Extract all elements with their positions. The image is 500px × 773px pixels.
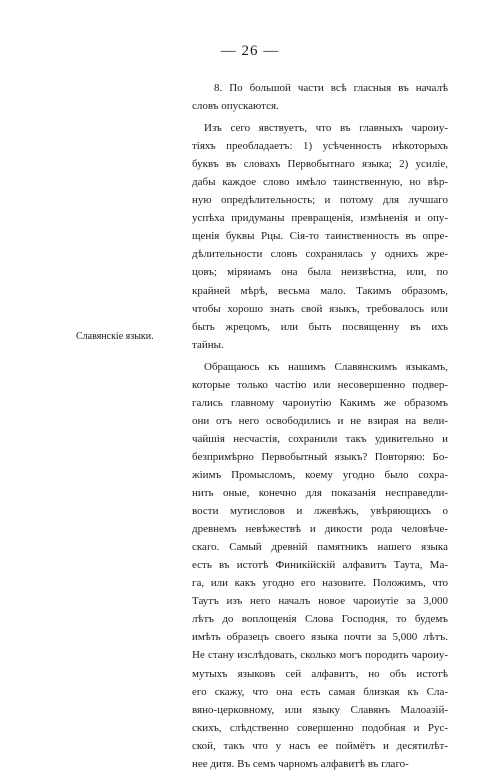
text-line: ную опредѣлительность; и потому для лучшаго xyxy=(192,194,448,207)
text-line: Не стану изслѣдовать, сколько могъ породить чароиу- xyxy=(192,649,448,662)
text-line: успѣха придуманы превращенія, измѣненія и опу- xyxy=(192,212,448,225)
text-line: скаго. Самый древній памятникъ нашего языка xyxy=(192,541,448,554)
text-line: лѣтъ до воплощенія Слова Господня, то будемъ xyxy=(192,613,448,626)
text-line: древнемъ невѣжествѣ и дикости рода человѣче- xyxy=(192,523,448,536)
text-line: чайшія несчастія, сохранили такъ удивительно и xyxy=(192,432,448,445)
text-line: вяно-церковному, или языку Славянъ Малоазій- xyxy=(192,703,448,716)
text-line: 8. По большой части всѣ гласныя въ началѣ xyxy=(214,82,448,94)
body-text xyxy=(192,79,448,773)
text-line: дабы каждое слово имѣло таинственную, но вѣр- xyxy=(192,176,448,189)
text-line: скихъ, слѣдственно совершенно подобная и Рус- xyxy=(192,721,448,734)
text-line: тіяхъ преобладаетъ: 1) усѣченность нѣкоторыхъ xyxy=(192,140,448,153)
text-line: быть жрецомъ, или быть посвященну въ ихъ xyxy=(192,320,448,333)
text-line: буквъ въ словахъ Первобытнаго языка; 2) усиліе, xyxy=(192,158,448,171)
text-line: имѣть образецъ своего языка почти за 5,000 лѣтъ. xyxy=(192,631,448,644)
text-line: мутыхъ языковъ сей алфавитъ, но объ истотѣ xyxy=(192,667,448,680)
text-line: которые только частію или несовершенно подвер- xyxy=(192,378,448,391)
text-line: безпримѣрно Первобытный языкъ? Повторяю: Бо- xyxy=(192,450,448,463)
text-line: вости мутисловов и лжевѣжъ, увѣряющихъ о xyxy=(192,505,448,518)
text-line: они отъ него освободились и не взирая на вели- xyxy=(192,414,448,427)
page-number: — 26 — xyxy=(220,43,280,59)
text-line: его скажу, что она есть самая близкая къ Сла- xyxy=(192,685,448,698)
text-line: ской, такъ что у насъ ее поймётъ и десятилѣт- xyxy=(192,739,448,752)
text-line: крайней мѣрѣ, весьма мало. Такимъ образомъ, xyxy=(192,284,448,297)
text-line: тайны. xyxy=(192,338,224,351)
text-line: нить оные, конечно для показанія несправедли- xyxy=(192,487,448,500)
text-line: щенія буквы Рцы. Сія-то таинственность въ опре- xyxy=(192,230,448,243)
text-line: Таутъ изъ него началъ новое чароиутіе за 3,000 xyxy=(192,595,448,608)
text-line: словъ опускаются. xyxy=(192,100,279,113)
margin-note: Славянскіе языки. xyxy=(76,331,154,342)
text-line: нее дитя. Въ семъ чарномъ алфавитѣ въ глаго- xyxy=(192,757,409,770)
text-line: есть въ истотѣ Финикійскій алфавитъ Таута, Ма- xyxy=(192,559,448,572)
text-line: чтобы хорошо знать свой языкъ, требовалось или xyxy=(192,302,448,315)
text-line: Изъ сего явствуетъ, что въ главныхъ чароиу- xyxy=(204,122,448,135)
text-line: Обращаюсь къ нашимъ Славянскимъ языкамъ, xyxy=(204,360,448,373)
text-line: цовъ; міряиамъ она была неизвѣстна, или, по xyxy=(192,266,448,279)
text-line: га, или какъ угодно его назовите. Положимъ, что xyxy=(192,577,448,590)
text-line: жіимъ Промысломъ, коему угодно было сохра- xyxy=(192,468,448,481)
text-line: дѣлительности словъ сохранялась у однихъ жре- xyxy=(192,248,448,261)
text-line: гались главному чароиутію Какимъ же образомъ xyxy=(192,396,448,409)
